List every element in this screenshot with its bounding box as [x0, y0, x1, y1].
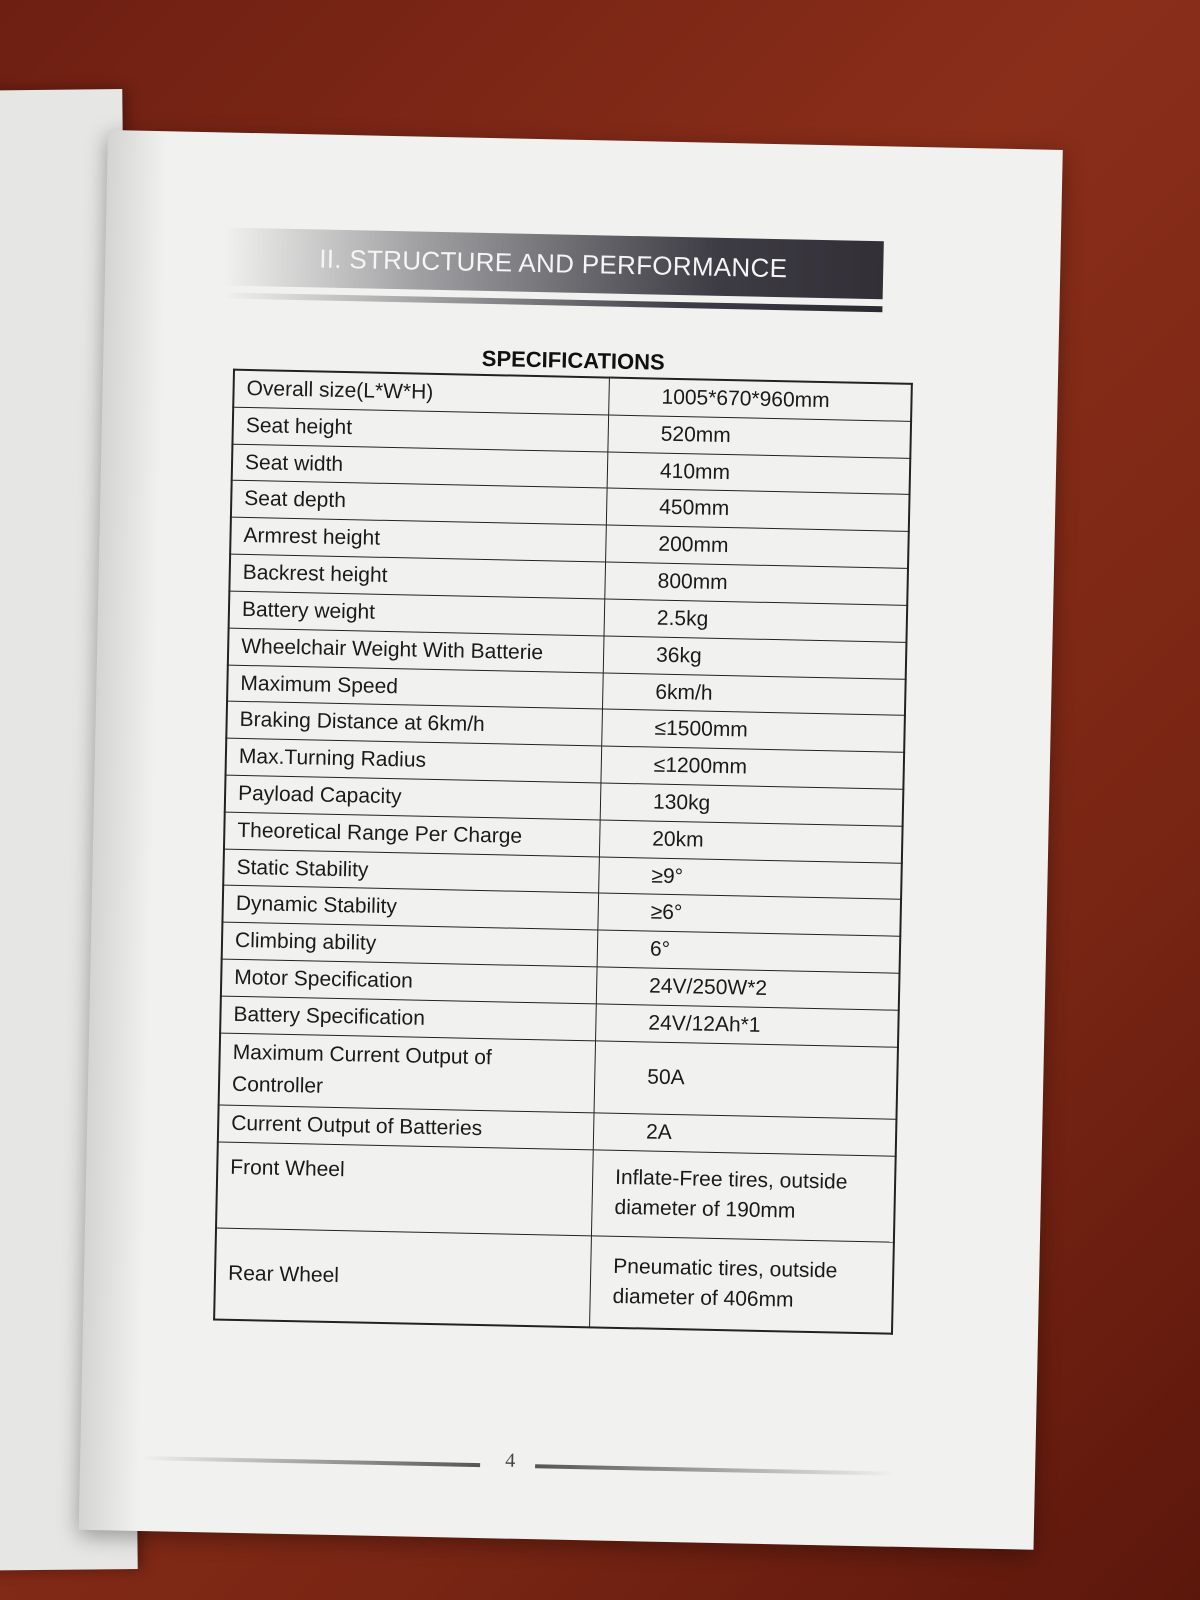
spec-value: 450mm [606, 488, 909, 531]
spec-value: 520mm [608, 415, 911, 458]
spec-label: Battery Specification [220, 996, 596, 1041]
spec-label: Wheelchair Weight With Batterie [228, 628, 604, 673]
footer-rule-left [140, 1456, 480, 1467]
section-header [223, 227, 884, 299]
spec-label: Max.Turning Radius [226, 738, 602, 783]
spec-value: 130kg [600, 783, 903, 826]
spec-label: Braking Distance at 6km/h [226, 701, 602, 746]
page-number: 4 [504, 1449, 516, 1472]
spec-value: ≥9° [599, 857, 902, 900]
spec-value: 200mm [606, 525, 909, 568]
specifications-title: SPECIFICATIONS [481, 345, 665, 375]
spec-value: Pneumatic tires, outside diameter of 406mm [590, 1235, 894, 1333]
spec-label: Motor Specification [221, 959, 597, 1004]
manual-page [79, 130, 1063, 1550]
spec-value: 20km [599, 820, 902, 863]
spec-value: 2A [593, 1113, 896, 1156]
spec-value: 800mm [605, 562, 908, 605]
spec-value: 24V/12Ah*1 [596, 1004, 899, 1047]
table-row [214, 1228, 894, 1334]
left-page-fragments [0, 90, 8, 1571]
spec-value: 6° [597, 930, 900, 973]
spec-value: 50A [594, 1041, 898, 1119]
spec-label: Climbing ability [222, 922, 598, 967]
spec-label: Seat width [232, 444, 608, 489]
spec-value: ≤1500mm [602, 709, 905, 752]
spec-label: Overall size(L*W*H) [233, 370, 609, 415]
spec-label: Maximum Speed [227, 665, 603, 710]
spec-label: Current Output of Batteries [218, 1105, 594, 1150]
spec-value: 24V/250W*2 [596, 967, 899, 1010]
spec-value: ≥6° [598, 893, 901, 936]
spec-label: Dynamic Stability [222, 885, 598, 930]
spec-value: 6km/h [602, 672, 905, 715]
table-row [216, 1142, 896, 1242]
spec-value: ≤1200mm [601, 746, 904, 789]
section-title: II. STRUCTURE AND PERFORMANCE [319, 242, 788, 283]
spec-label: Front Wheel [216, 1142, 593, 1236]
spec-value: 1005*670*960mm [609, 378, 912, 422]
specifications-table [213, 369, 913, 1335]
spec-label: Rear Wheel [214, 1228, 591, 1327]
spec-label: Static Stability [223, 849, 599, 894]
spec-label: Armrest height [230, 517, 606, 562]
spec-label: Theoretical Range Per Charge [224, 812, 600, 857]
spec-label: Seat depth [231, 481, 607, 526]
spec-value: 36kg [603, 636, 906, 679]
spec-value: Inflate-Free tires, outside diameter of 190mm [591, 1149, 895, 1241]
spec-label: Maximum Current Output of Controller [219, 1033, 596, 1113]
spec-value: 2.5kg [604, 599, 907, 642]
spec-value: 410mm [607, 452, 910, 495]
spec-label: Seat height [232, 407, 608, 452]
spec-label: Battery weight [229, 591, 605, 636]
footer-rule-right [535, 1464, 895, 1476]
spec-label: Backrest height [229, 554, 605, 599]
spec-label: Payload Capacity [225, 775, 601, 820]
